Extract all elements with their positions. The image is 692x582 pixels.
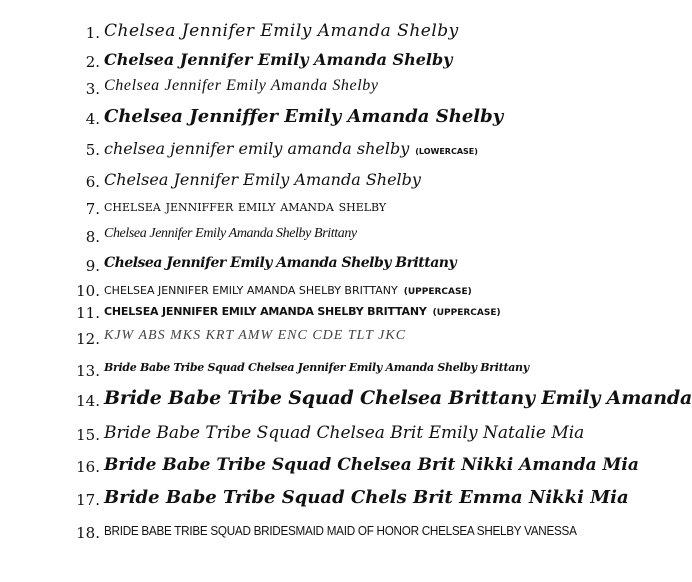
font-sample-6 (0, 167, 600, 195)
sample-number: 17. (76, 491, 100, 509)
sample-text-wrap (104, 305, 501, 318)
font-sample-16 (0, 451, 639, 483)
sample-number: 7. (85, 200, 100, 218)
font-sample-5 (0, 135, 600, 165)
sample-text: Chelsea Jennifer Emily Amanda Shelby Brittany (104, 226, 357, 241)
sample-number: 13. (76, 362, 100, 380)
sample-text: Chelsea Jennifer Emily Amanda Shelby (104, 170, 421, 189)
sample-number: 18. (76, 524, 100, 542)
sample-text: CHELSEA JENNIFER EMILY AMANDA SHELBY BRITTANY (104, 284, 398, 297)
sample-text: Bride Babe Tribe Squad Chelsea Brit Emily Natalie Mia (104, 423, 585, 443)
sample-text: Bride Babe Tribe Squad Chels Brit Emma Nikki Mia (104, 487, 629, 508)
sample-text: chelsea jennifer emily amanda shelby (104, 139, 410, 158)
font-sample-7 (0, 194, 600, 222)
sample-number: 14. (76, 392, 100, 410)
font-sample-13 (0, 356, 600, 384)
sample-text: KJW ABS MKS KRT AMW ENC CDE TLT JKC (104, 328, 407, 343)
sample-number: 11. (76, 304, 100, 322)
sample-number: 10. (76, 282, 100, 300)
sample-number: 5. (85, 141, 100, 159)
sample-text: Bride Babe Tribe Squad Chelsea Brittany Emily Amanda (104, 387, 692, 409)
font-sample-18 (0, 518, 600, 546)
sample-number: 8. (85, 228, 100, 246)
sample-text: Bride Babe Tribe Squad Chelsea Jennifer Emily Amanda Shelby Brittany (104, 361, 529, 374)
sample-number: 9. (85, 257, 100, 275)
font-sample-9 (0, 251, 600, 279)
font-sample-1 (0, 18, 600, 48)
font-sample-10 (0, 280, 600, 302)
sample-number: 16. (76, 458, 100, 476)
sample-text: Chelsea Jennifer Emily Amanda Shelby (104, 50, 453, 69)
font-sample-8 (0, 222, 600, 250)
case-note: (LOWERCASE) (415, 147, 478, 156)
sample-text: Chelsea Jennifer Emily Amanda Shelby (104, 21, 459, 41)
sample-text: Chelsea Jennifer Emily Amanda Shelby Brittany (104, 255, 457, 271)
sample-number: 3. (85, 80, 100, 98)
font-sample-12 (0, 324, 600, 352)
font-sample-11 (0, 302, 600, 324)
font-sample-2 (0, 47, 600, 75)
sample-number: 4. (85, 110, 100, 128)
font-sample-3 (0, 74, 600, 102)
font-sample-17 (0, 483, 629, 517)
sample-text: Chelsea Jenniffer Emily Amanda Shelby (104, 106, 504, 127)
sample-text-wrap (104, 284, 472, 297)
font-sample-4 (0, 102, 600, 134)
case-note: (UPPERCASE) (432, 308, 501, 318)
sample-text-wrap (104, 139, 478, 158)
sample-number: 6. (85, 173, 100, 191)
sample-text: chelsea jenniffer emily amanda shelby (104, 197, 387, 215)
font-sample-14 (0, 384, 692, 418)
sample-text: CHELSEA JENNIFER EMILY AMANDA SHELBY BRITTANY (104, 305, 427, 318)
sample-text: Bride Babe Tribe Squad Chelsea Brit Nikki Amanda Mia (104, 455, 639, 475)
case-note: (UPPERCASE) (403, 287, 472, 297)
sample-number: 12. (76, 330, 100, 348)
sample-number: 1. (85, 24, 100, 42)
sample-text: Chelsea Jennifer Emily Amanda Shelby (104, 77, 379, 94)
sample-text: BRIDE BABE TRIBE SQUAD BRIDESMAID MAID OF HONOR CHELSEA SHELBY VANESSA (104, 523, 577, 538)
sample-number: 15. (76, 426, 100, 444)
sample-number: 2. (85, 53, 100, 71)
font-sample-15 (0, 419, 600, 451)
